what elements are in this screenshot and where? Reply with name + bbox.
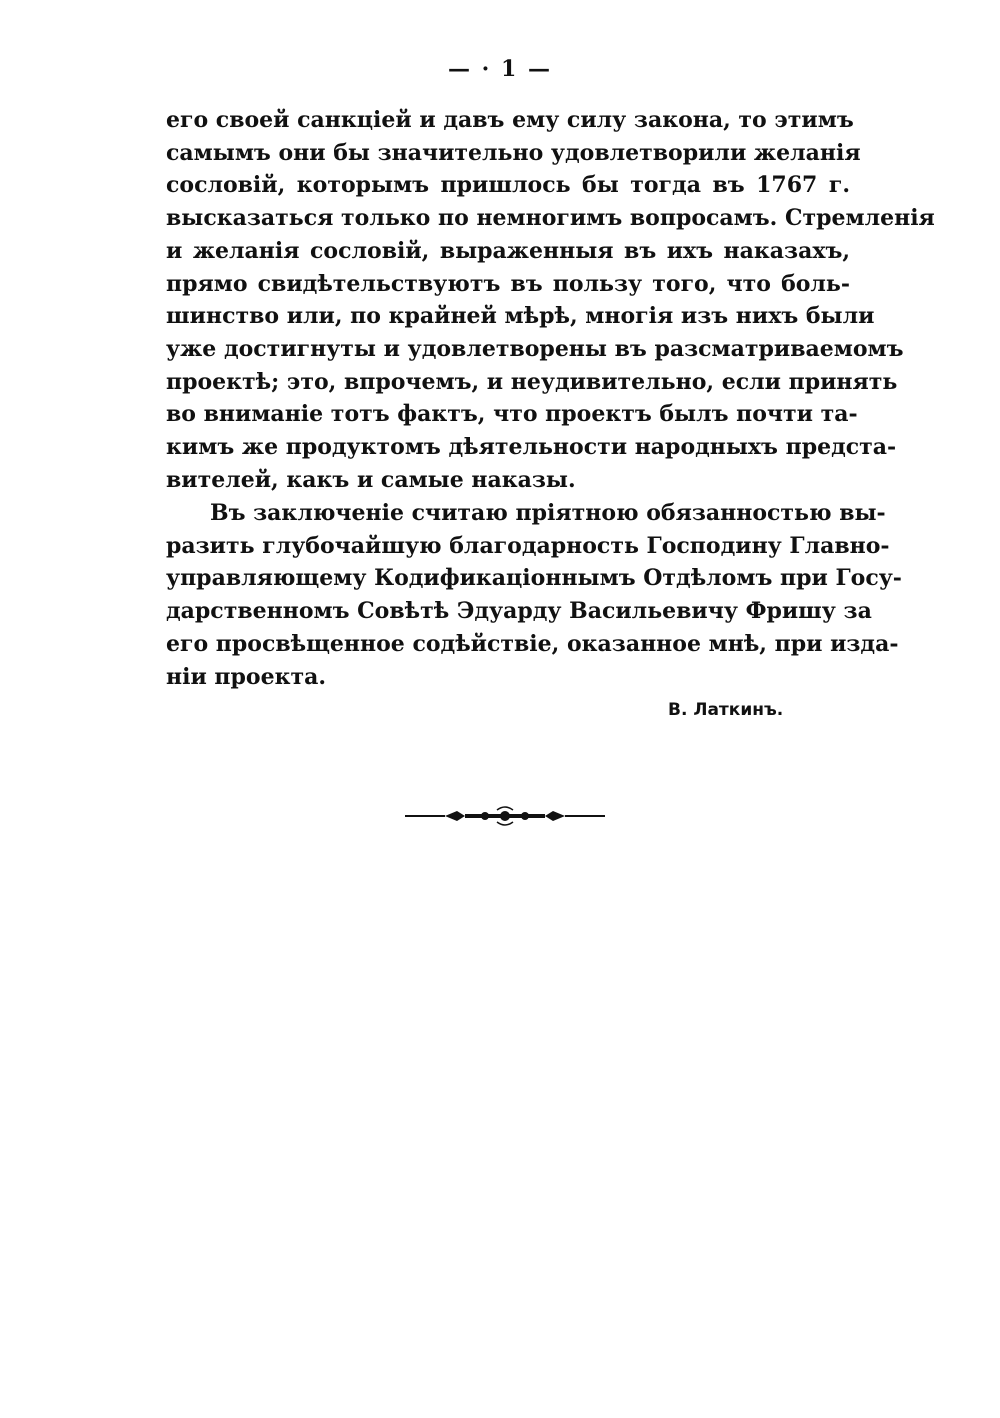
page-number-header: — · 1 — (448, 56, 552, 82)
text-line: Въ заключеніе считаю пріятною обязанностью вы- (210, 500, 886, 526)
text-line: его своей санкціей и давъ ему силу закона, то этимъ (166, 107, 854, 133)
text-line: дарственномъ Совѣтѣ Эдуарду Васильевичу Фришу за (166, 598, 872, 625)
text-line: сословій, которымъ пришлось бы тогда въ 1767 г. (166, 172, 850, 199)
text-line: проектѣ; это, впрочемъ, и неудивительно, если принять (166, 368, 898, 395)
text-line: во вниманіе тотъ фактъ, что проектъ былъ почти та- (166, 401, 858, 428)
text-line: разить глубочайшую благодарность Господину Главно- (166, 532, 890, 559)
text-line: управляющему Кодификаціоннымъ Отдѣломъ при Госу- (166, 565, 902, 592)
decorative-divider (405, 804, 605, 828)
text-line: уже достигнуты и удовлетворены въ разсматриваемомъ (166, 335, 904, 362)
paragraph-1 (166, 104, 935, 496)
text-line: шинство или, по крайней мѣрѣ, многія изъ нихъ были (166, 303, 875, 330)
text-line: его просвѣщенное содѣйствіе, оказанное мнѣ, при изда- (166, 630, 899, 657)
author-signature: В. Латкинъ. (668, 700, 784, 720)
text-line: самымъ они бы значительно удовлетворили желанія (166, 139, 861, 166)
text-line: ніи проекта. (166, 663, 327, 690)
text-line: кимъ же продуктомъ дѣятельности народныхъ предста- (166, 434, 897, 461)
text-line: прямо свидѣтельствуютъ въ пользу того, что боль- (166, 270, 850, 297)
text-line: и желанія сословій, выраженныя въ ихъ наказахъ, (166, 237, 850, 264)
text-line: вителей, какъ и самые наказы. (166, 466, 576, 493)
paragraph-2 (166, 497, 902, 693)
text-line: высказаться только по немногимъ вопросамъ. Стремленія (166, 205, 935, 232)
